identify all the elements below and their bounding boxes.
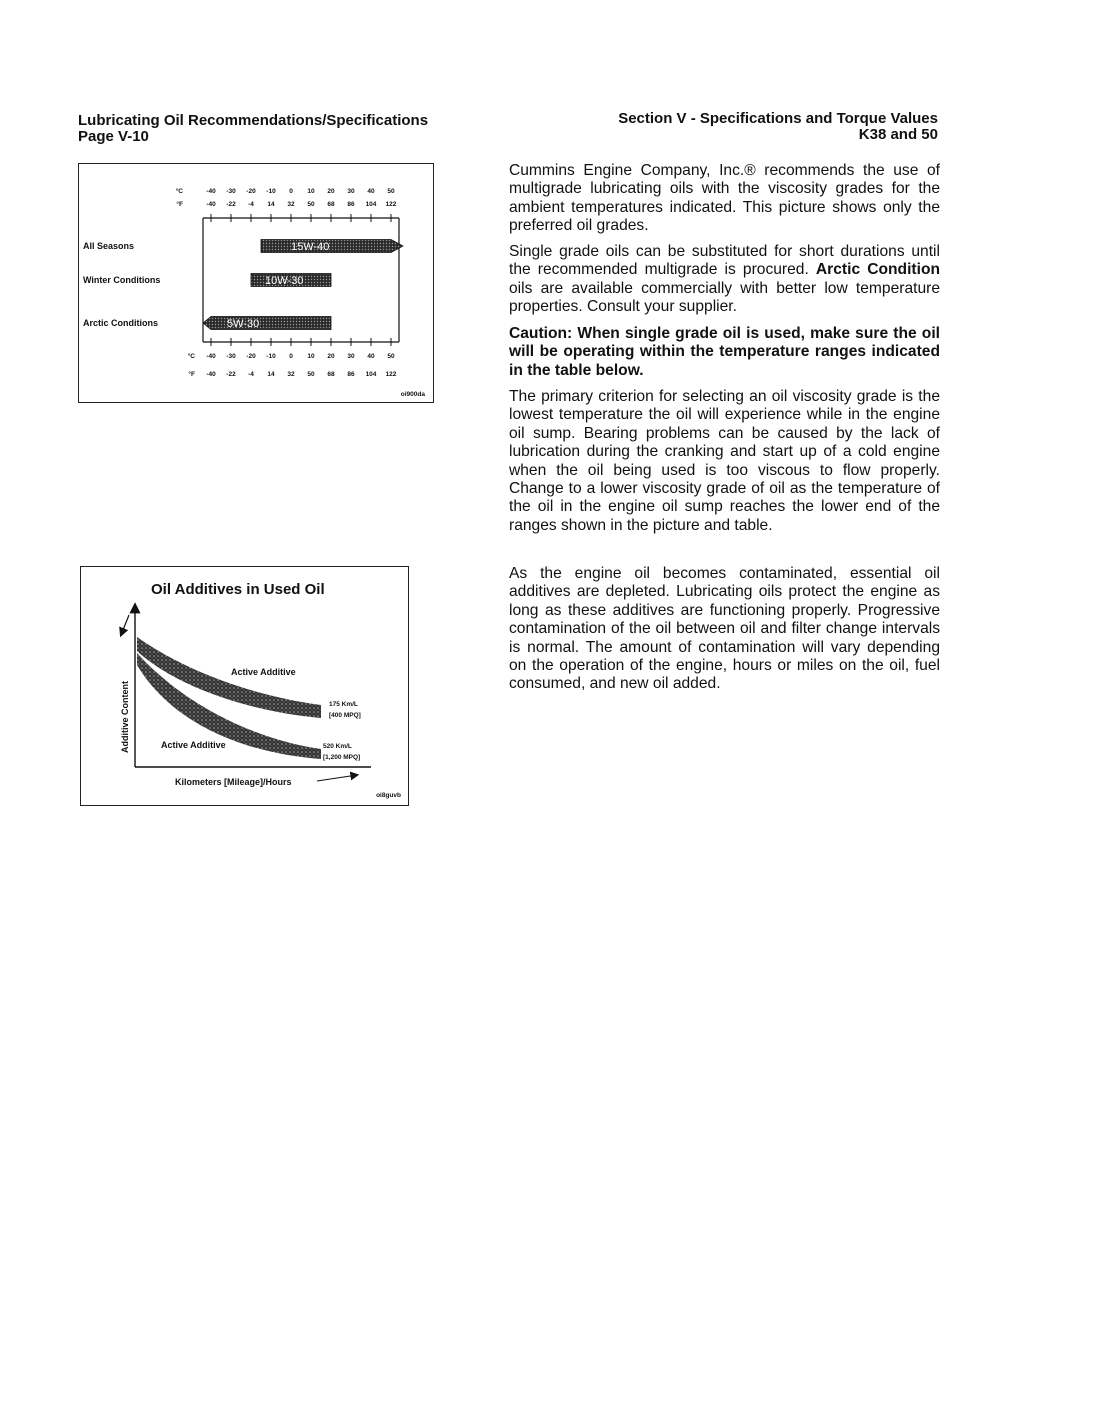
curve1-label: Active Additive [231,667,296,677]
curve2-rate-line1: 520 Km/L [323,743,352,750]
top-f-tick-label: 122 [385,201,397,208]
curve2-label: Active Additive [161,740,226,750]
row-label: Arctic Conditions [83,318,159,328]
bottom-f-tick-label: 32 [287,371,295,378]
top-c-tick-label: -20 [246,188,256,195]
bottom-f-tick-label: 86 [347,371,355,378]
bottom-c-tick-label: 20 [327,353,335,360]
bottom-c-tick-label: 30 [347,353,355,360]
bottom-c-tick-label: 10 [307,353,315,360]
bottom-f-tick-label: -22 [226,371,236,378]
bottom-f-tick-label: 50 [307,371,315,378]
bottom-temperature-ticks [188,352,397,378]
bottom-f-tick-label: -40 [206,371,216,378]
top-c-tick-label: 50 [387,188,395,195]
unit-f-bottom: °F [188,371,195,378]
figure-code: oi900da [400,391,425,398]
bottom-c-tick-label: 50 [387,353,395,360]
bottom-f-tick-label: 14 [267,371,275,378]
x-axis-label-arrow [317,775,357,781]
y-axis-label-arrow [121,615,129,635]
top-temperature-ticks [176,187,397,208]
top-c-tick-label: -40 [206,188,216,195]
top-c-tick-label: 30 [347,188,355,195]
page-number: Page V-10 [78,128,149,145]
bottom-f-tick-label: 68 [327,371,335,378]
page-header-right [618,111,938,143]
additive-chart-title: Oil Additives in Used Oil [151,581,325,598]
x-axis-label: Kilometers [Mileage]/Hours [175,777,292,787]
paragraph-viscosity-criterion: The primary criterion for selecting an oil viscosity grade is the lowest temperature the oil will experience while in the engine oil sump. Bearing problems can be caused by the lack of lubrication during the cranking and start up of a cold engine when the oil being used is too viscous to flow properly. Change to a lower viscosity grade of oil as the temperature of the oil in the engine oil sump reaches the lower end of the ranges shown in the picture and table. [509,388,940,534]
bottom-c-tick-label: -30 [226,353,236,360]
top-f-tick-label: 68 [327,201,335,208]
caution-note: Caution: When single grade oil is used, make sure the oil will be operating within the temperature ranges indicated in the table below. [509,325,940,379]
paragraph-contamination: As the engine oil becomes contaminated, essential oil additives are depleted. Lubricating oils protect the engine as long as these additives are functioning properly. Progressive contamination of the oil between oil and filter change intervals is normal. The amount of contamination will vary depending on the operation of the engine, hours or miles on the oil, fuel consumed, and new oil added. [509,565,940,693]
top-f-tick-label: -22 [226,201,236,208]
curve1-rate-line2: [400 MPQ] [329,712,361,719]
grade-label: 5W-30 [227,318,260,330]
engine-models: K38 and 50 [858,126,938,143]
bottom-f-tick-label: 104 [365,371,377,378]
additive-chart-figure [80,566,409,806]
bottom-c-tick-label: -40 [206,353,216,360]
y-axis-label: Additive Content [120,681,130,753]
bottom-f-tick-label: -4 [248,371,254,378]
additive-chart [81,567,408,805]
grade-label: 10W-30 [265,275,304,287]
chapter-title: Section V - Specifications and Torque Values [618,110,938,127]
top-c-tick-label: 20 [327,188,335,195]
bottom-c-tick-label: -10 [266,353,276,360]
top-f-tick-label: 104 [365,201,377,208]
bottom-c-tick-label: -20 [246,353,256,360]
unit-c-bottom: °C [187,353,195,360]
bottom-c-tick-label: 0 [289,353,293,360]
top-f-tick-label: 50 [307,201,315,208]
paragraph-single-grade [509,243,940,317]
top-f-tick-label: -4 [248,201,254,208]
top-c-tick-label: -10 [266,188,276,195]
top-f-tick-label: -40 [206,201,216,208]
viscosity-chart-figure [78,163,434,403]
curve2-rate-line2: [1,200 MPQ] [323,754,361,761]
top-f-tick-label: 86 [347,201,355,208]
bottom-c-tick-label: 40 [367,353,375,360]
arctic-condition-term: Arctic Condition [815,261,940,279]
bottom-f-tick-label: 122 [385,371,397,378]
curve-slow-depletion [137,637,321,718]
row-label: Winter Conditions [83,275,161,285]
figure-code: oi8guvb [376,792,401,799]
unit-c-top: °C [175,188,183,195]
section-title: Lubricating Oil Recommendations/Specifications [78,112,429,129]
grade-bar [261,240,403,253]
grade-label: 15W-40 [291,241,330,253]
page-header-left [78,113,428,145]
grade-bar [203,317,331,330]
row-label: All Seasons [83,241,135,251]
top-c-tick-label: -30 [226,188,236,195]
single-grade-text: Single grade oils can be substituted for short durations until the recommended multigrade is procured. [509,243,940,279]
arctic-condition-text: oils are available commercially with better low temperature properties. Consult your supplier. [509,279,940,316]
paragraph-multigrade: Cummins Engine Company, Inc.® recommends the use of multigrade lubricating oils with the viscosity grades for the ambient temperatures indicated. This picture shows only the preferred oil grades. [509,162,940,235]
curve1-rate-line1: 175 Km/L [329,701,358,708]
top-c-tick-label: 10 [307,188,315,195]
unit-f-top: °F [176,201,183,208]
top-f-tick-label: 32 [287,201,295,208]
top-c-tick-label: 40 [367,188,375,195]
viscosity-chart [79,164,433,402]
top-c-tick-label: 0 [289,188,293,195]
top-f-tick-label: 14 [267,201,275,208]
grade-bars [203,240,403,331]
